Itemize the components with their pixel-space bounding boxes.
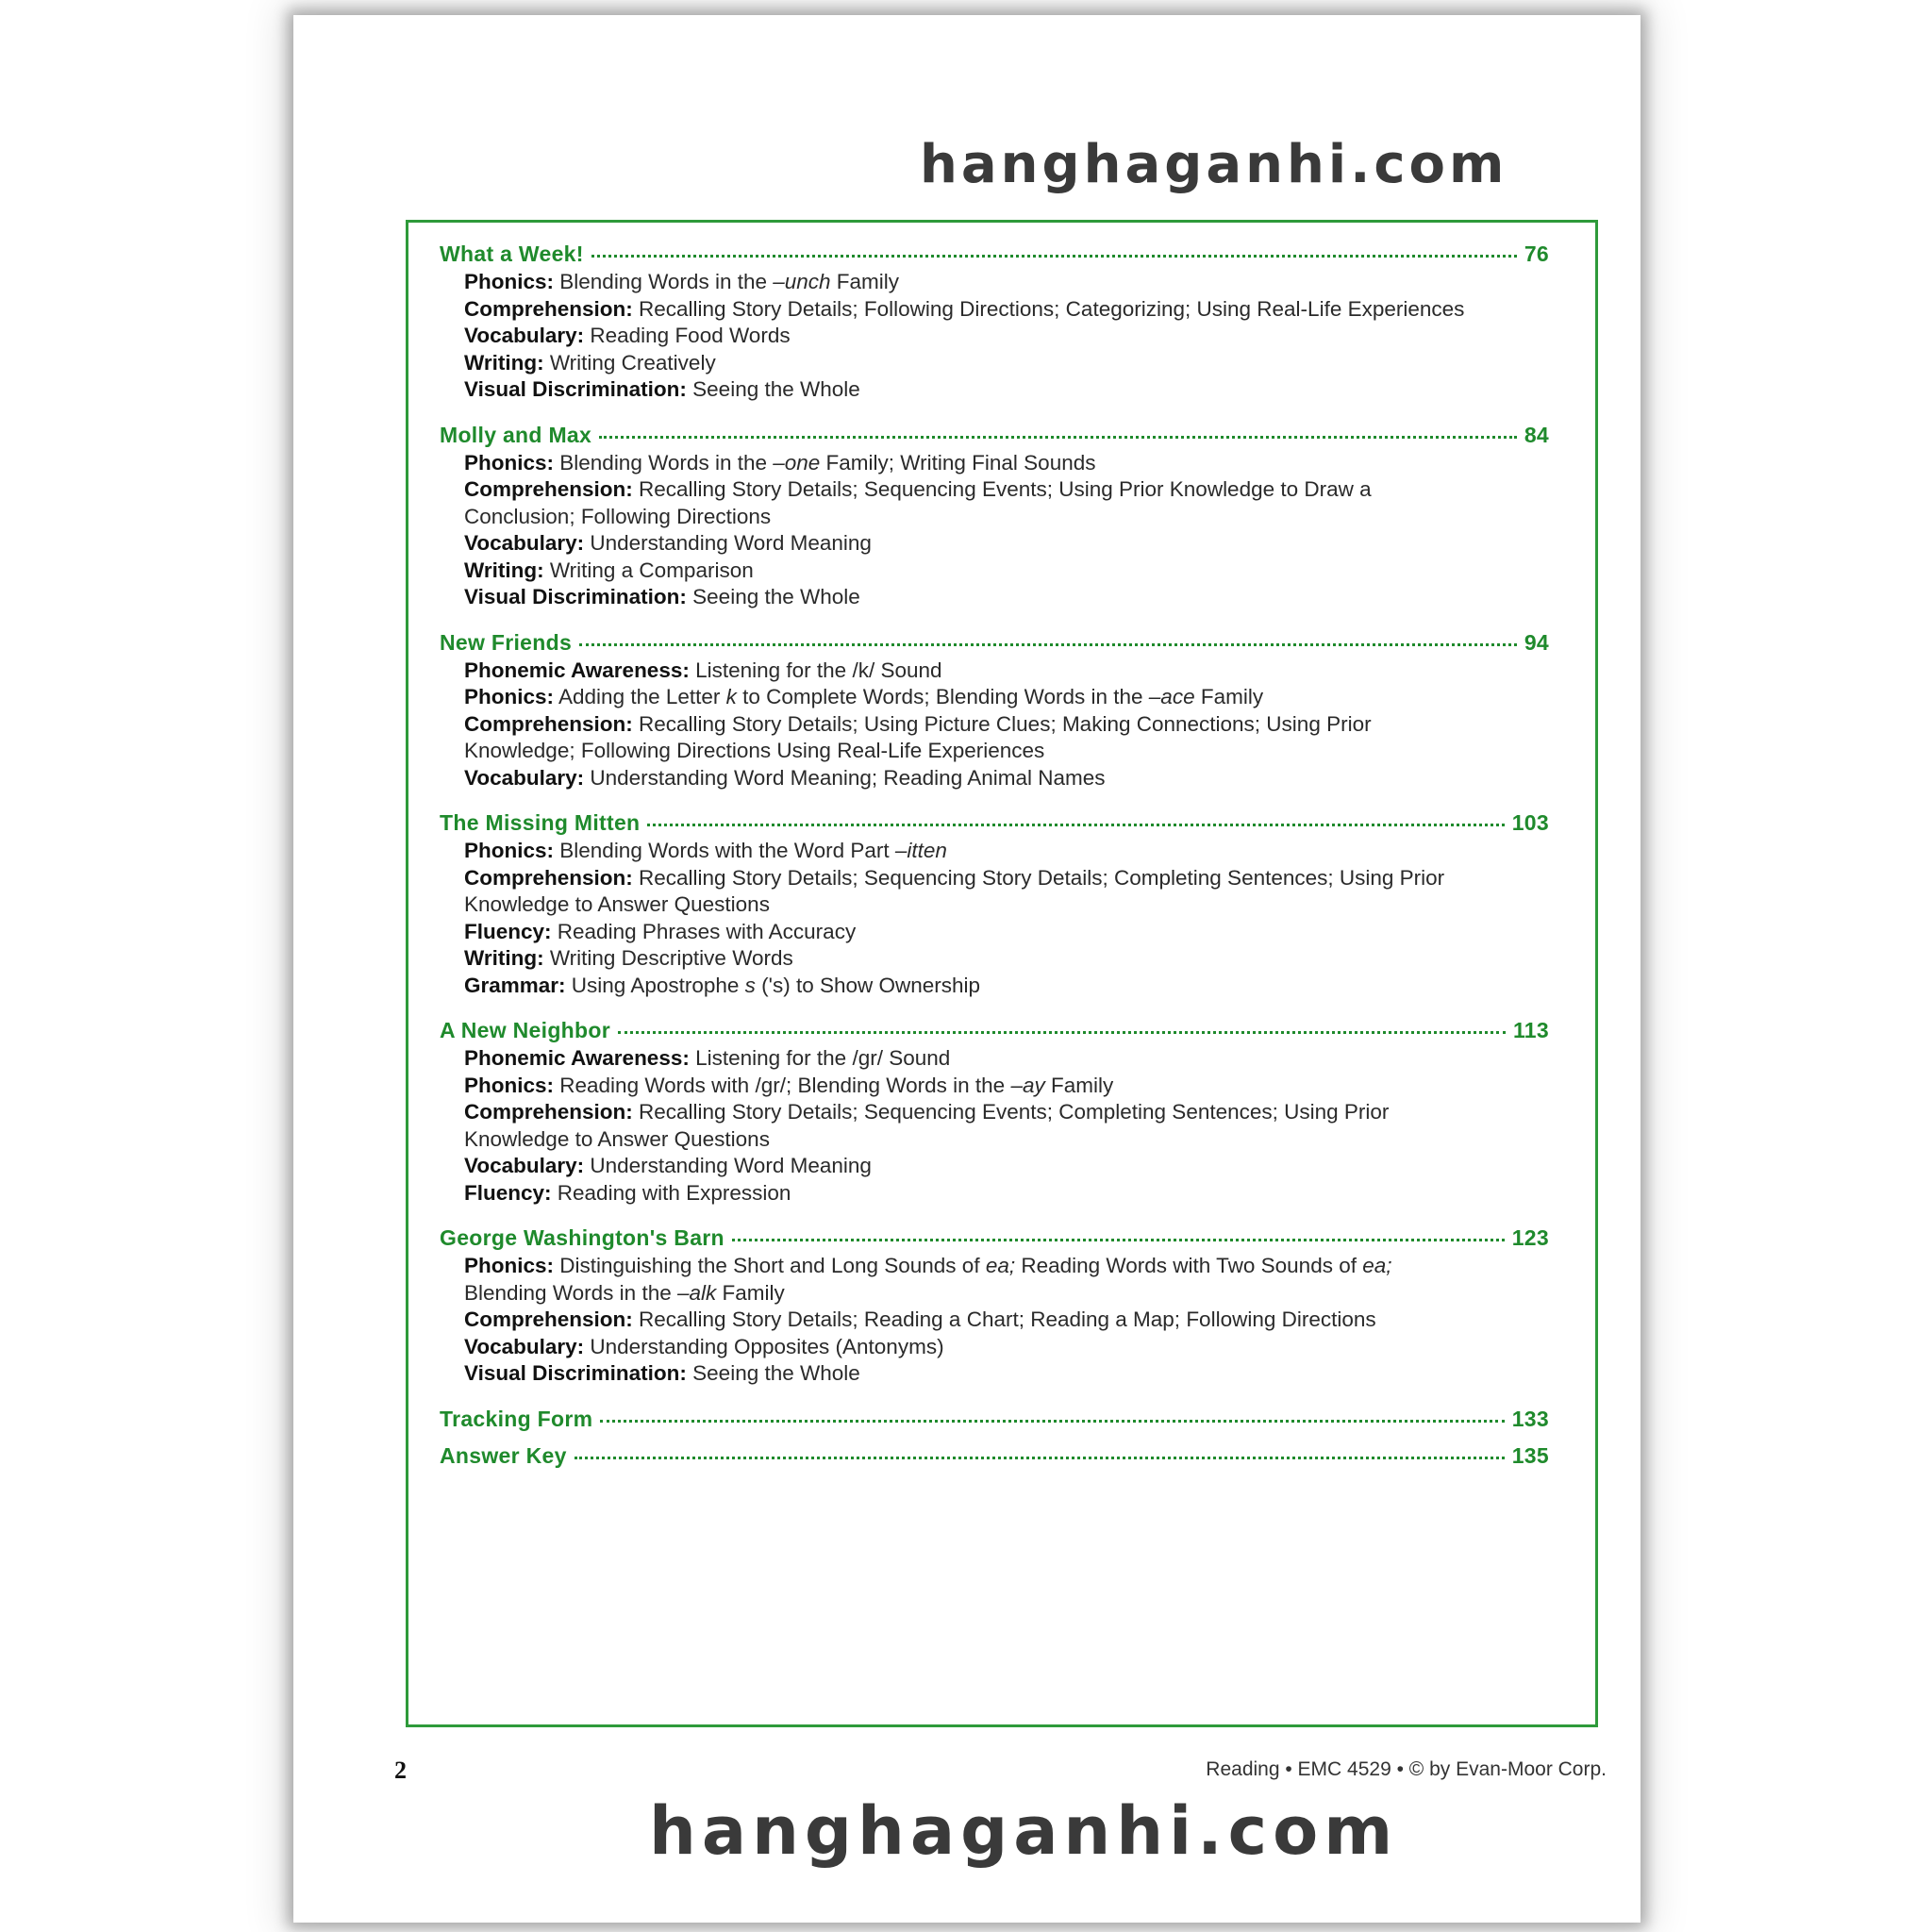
toc-entry-page: 123 — [1511, 1225, 1549, 1250]
skill-text: Seeing the Whole — [686, 377, 860, 401]
skill-text: Understanding Word Meaning — [584, 531, 872, 555]
toc-entry-heading — [440, 1441, 1549, 1471]
skill-text: Recalling Story Details; Following Directions; Categorizing; Using Real-Life Experiences — [632, 296, 1465, 321]
toc-entry-title: The Missing Mitten — [440, 810, 641, 835]
skill-label: Comprehension: — [464, 1307, 633, 1331]
skill-text: –ace — [1148, 685, 1195, 708]
skill-label: Comprehension: — [464, 711, 633, 736]
skill-text: Reading Words with Two Sounds of — [1015, 1254, 1363, 1277]
skill-text: Recalling Story Details; Using Picture Clues; Making Connections; Using Prior Knowledge; Following Directions Using Real-Life Experiences — [464, 711, 1372, 762]
skill-line — [464, 1360, 1549, 1388]
skill-text: Understanding Opposites (Antonyms) — [584, 1334, 944, 1358]
toc-entry-title: What a Week! — [440, 242, 584, 266]
toc-entry-title: George Washington's Barn — [440, 1225, 724, 1250]
skill-line — [464, 376, 1549, 404]
skill-label: Vocabulary: — [464, 1334, 585, 1358]
skill-text: Writing Descriptive Words — [543, 946, 793, 970]
skill-line — [464, 1253, 1549, 1307]
skill-label: Writing: — [464, 946, 544, 970]
skill-label: Vocabulary: — [464, 324, 585, 347]
skill-text: Family; Writing Final Sounds — [820, 450, 1096, 475]
skill-label: Phonics: — [464, 270, 555, 293]
skill-label: Grammar: — [464, 973, 566, 997]
skill-text: to Complete Words; Blending Words in the — [736, 685, 1149, 708]
skill-label: Phonics: — [464, 450, 555, 475]
skill-label: Phonics: — [464, 1254, 555, 1277]
skill-label: Phonics: — [464, 1073, 555, 1097]
skill-text: ea; — [1362, 1254, 1392, 1277]
toc-entry — [440, 1441, 1549, 1471]
skill-line — [464, 450, 1549, 477]
skill-line — [464, 973, 1549, 1000]
skill-line — [464, 296, 1549, 324]
skill-text: Family — [1044, 1073, 1114, 1097]
skill-text: Listening for the /gr/ Sound — [689, 1046, 951, 1070]
skill-label: Vocabulary: — [464, 1154, 585, 1177]
skill-text: Distinguishing the Short and Long Sounds of — [554, 1254, 986, 1277]
toc-entry — [440, 1405, 1549, 1434]
skill-text: –itten — [894, 839, 947, 862]
skill-line — [464, 711, 1549, 765]
skill-label: Fluency: — [464, 1180, 552, 1205]
toc-entry — [440, 808, 1549, 999]
toc-entry-heading — [440, 1224, 1549, 1253]
toc-entry-page: 133 — [1511, 1406, 1549, 1431]
skill-label: Visual Discrimination: — [464, 377, 687, 401]
skill-label: Comprehension: — [464, 296, 633, 321]
toc-entry-page: 84 — [1524, 422, 1549, 447]
toc-entry — [440, 628, 1549, 792]
skill-text: ea; — [985, 1254, 1016, 1277]
watermark-bottom: hanghaganhi.com — [649, 1792, 1399, 1870]
table-of-contents — [440, 240, 1549, 1478]
skill-label: Phonemic Awareness: — [464, 658, 690, 682]
watermark-top: hanghaganhi.com — [920, 134, 1508, 195]
skill-label: Writing: — [464, 558, 544, 582]
toc-entry-page: 103 — [1511, 810, 1549, 835]
toc-entry — [440, 421, 1549, 611]
skill-text: Reading with Expression — [551, 1180, 791, 1205]
dot-leader — [647, 824, 1504, 826]
skill-text: Recalling Story Details; Reading a Chart; Reading a Map; Following Directions — [632, 1307, 1376, 1331]
skill-text: Understanding Word Meaning; Reading Animal Names — [584, 765, 1106, 790]
skill-text: Blending Words with the Word Part — [554, 839, 895, 862]
skill-text: Seeing the Whole — [686, 1361, 860, 1385]
skill-label: Writing: — [464, 350, 544, 375]
skill-line — [464, 865, 1549, 919]
skill-text: Reading Words with /gr/; Blending Words in the — [554, 1073, 1011, 1097]
toc-entry-page: 135 — [1511, 1442, 1549, 1468]
skill-label: Comprehension: — [464, 477, 633, 501]
toc-entry-title: Molly and Max — [440, 422, 592, 447]
dot-leader — [591, 255, 1517, 258]
dot-leader — [579, 643, 1517, 646]
skill-text: Family — [830, 270, 900, 293]
skill-label: Phonics: — [464, 839, 555, 862]
toc-entry-heading — [440, 421, 1549, 450]
toc-entry-heading — [440, 628, 1549, 658]
skill-line — [464, 765, 1549, 792]
toc-entry-page: 76 — [1524, 242, 1549, 266]
toc-entry-title: Answer Key — [440, 1442, 567, 1468]
skill-label: Fluency: — [464, 919, 552, 943]
skill-text: Understanding Word Meaning — [584, 1154, 872, 1177]
skill-text: Using Apostrophe — [565, 973, 745, 997]
toc-entry — [440, 1016, 1549, 1207]
skill-label: Comprehension: — [464, 865, 633, 890]
toc-entry-heading — [440, 1016, 1549, 1045]
dot-leader — [575, 1457, 1505, 1459]
toc-entry-page: 94 — [1524, 629, 1549, 655]
toc-entry-title: A New Neighbor — [440, 1018, 610, 1042]
skill-line — [464, 1307, 1549, 1334]
skill-text: Seeing the Whole — [686, 585, 860, 608]
toc-entry-heading — [440, 1405, 1549, 1434]
skill-text: Blending Words in the — [554, 450, 774, 475]
skill-label: Comprehension: — [464, 1100, 633, 1124]
dot-leader — [600, 1420, 1504, 1423]
footer-credit: Reading • EMC 4529 • © by Evan-Moor Corp. — [1206, 1758, 1607, 1780]
skill-text: Reading Phrases with Accuracy — [551, 919, 857, 943]
skill-line — [464, 1045, 1549, 1073]
skill-text: k — [725, 685, 737, 708]
skill-text: Recalling Story Details; Sequencing Events; Using Prior Knowledge to Draw a Conclusion; Following Directions — [464, 477, 1372, 528]
skill-line — [464, 558, 1549, 585]
skill-label: Vocabulary: — [464, 531, 585, 555]
skill-text: –ay — [1010, 1073, 1045, 1097]
skill-line — [464, 919, 1549, 946]
skill-line — [464, 476, 1549, 530]
dot-leader — [599, 436, 1517, 439]
toc-entry-heading — [440, 808, 1549, 838]
skill-line — [464, 1153, 1549, 1180]
skill-line — [464, 684, 1549, 711]
skill-line — [464, 1180, 1549, 1208]
skill-line — [464, 1073, 1549, 1100]
skill-line — [464, 1334, 1549, 1361]
skill-text: Listening for the /k/ Sound — [689, 658, 942, 682]
skill-label: Phonics: — [464, 685, 555, 708]
toc-entry — [440, 1224, 1549, 1388]
toc-entry-page: 113 — [1512, 1018, 1549, 1042]
skill-text: Adding the Letter — [554, 685, 726, 708]
dot-leader — [618, 1031, 1506, 1034]
skill-text: s — [744, 973, 756, 997]
skill-text: –alk — [676, 1280, 717, 1305]
skill-line — [464, 530, 1549, 558]
skill-line — [464, 658, 1549, 685]
skill-label: Visual Discrimination: — [464, 1361, 687, 1385]
skill-text: Blending Words in the — [464, 1280, 677, 1305]
skill-line — [464, 1099, 1549, 1153]
skill-text: Recalling Story Details; Sequencing Events; Completing Sentences; Using Prior Knowledge to Answer Questions — [464, 1100, 1390, 1151]
skill-line — [464, 323, 1549, 350]
dot-leader — [732, 1239, 1505, 1241]
skill-text: Blending Words in the — [554, 270, 774, 293]
page-number: 2 — [394, 1757, 407, 1784]
skill-text: Writing Creatively — [543, 350, 716, 375]
skill-text: Writing a Comparison — [543, 558, 754, 582]
skill-line — [464, 838, 1549, 865]
toc-entry-heading — [440, 240, 1549, 269]
skill-line — [464, 269, 1549, 296]
skill-text: ('s) to Show Ownership — [755, 973, 981, 997]
skill-text: Reading Food Words — [584, 324, 791, 347]
skill-label: Phonemic Awareness: — [464, 1046, 690, 1070]
skill-line — [464, 350, 1549, 377]
skill-text: Family — [716, 1280, 785, 1305]
skill-line — [464, 945, 1549, 973]
toc-entry — [440, 240, 1549, 404]
skill-label: Visual Discrimination: — [464, 585, 687, 608]
skill-text: Family — [1194, 685, 1264, 708]
toc-entry-title: New Friends — [440, 629, 573, 655]
skill-text: –one — [773, 450, 821, 475]
skill-text: –unch — [773, 270, 831, 293]
skill-label: Vocabulary: — [464, 765, 585, 790]
toc-entry-title: Tracking Form — [440, 1406, 593, 1431]
skill-text: Recalling Story Details; Sequencing Story Details; Completing Sentences; Using Prior Knowledge to Answer Questions — [464, 865, 1445, 916]
skill-line — [464, 584, 1549, 611]
